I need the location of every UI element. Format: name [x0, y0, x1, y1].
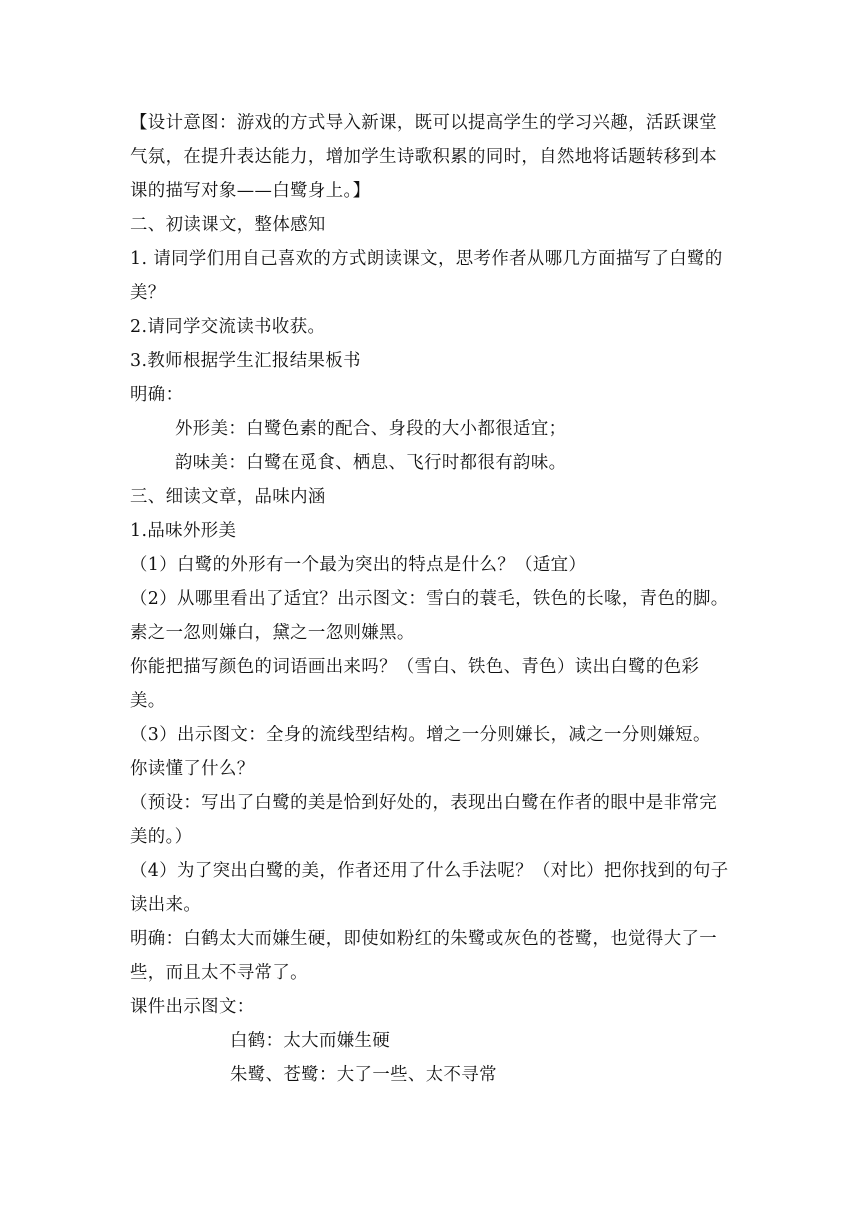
question-1: （1）白鹭的外形有一个最为突出的特点是什么？（适宜） [130, 555, 587, 575]
slide-line-white-crane: 白鹤：太大而嫌生硬 [230, 1031, 391, 1051]
preset-answer: （预设：写出了白鹭的美是恰到好处的，表现出白鹭在作者的眼中是非常完美的。） [130, 793, 718, 847]
document-body [130, 106, 733, 1092]
board-note-appearance: 外形美：白鹭色素的配合、身段的大小都很适宜； [175, 419, 567, 439]
question-2: （2）从哪里看出了适宜？出示图文：雪白的蓑毛，铁色的长喙，青色的脚。素之一忽则嫌白，黛之一忽则嫌黑。 [130, 589, 729, 643]
slide-label: 课件出示图文： [130, 997, 255, 1017]
step-1-paragraph: 1. 请同学们用自己喜欢的方式朗读课文，思考作者从哪几方面描写了白鹭的美？ [130, 249, 723, 303]
step-2-paragraph: 2.请同学交流读书收获。 [130, 317, 326, 337]
design-intent-paragraph: 【设计意图：游戏的方式导入新课，既可以提高学生的学习兴趣，活跃课堂气氛，在提升表达能力，增加学生诗歌积累的同时，自然地将话题转移到本课的描写对象——白鹭身上。】 [130, 113, 718, 201]
step-3-paragraph: 3.教师根据学生汇报结果板书 [130, 351, 361, 371]
clarification-label: 明确： [130, 385, 184, 405]
understanding-question: 你读懂了什么？ [130, 759, 255, 779]
section-heading-2: 二、初读课文，整体感知 [130, 215, 326, 235]
comparison-clarification: 明确：白鹤太大而嫌生硬，即使如粉红的朱鹭或灰色的苍鹭，也觉得大了一些，而且太不寻常了。 [130, 929, 718, 983]
subsection-heading: 1.品味外形美 [130, 521, 237, 541]
question-3: （3）出示图文：全身的流线型结构。增之一分则嫌长，减之一分则嫌短。 [130, 725, 711, 745]
slide-line-ibis-heron: 朱鹭、苍鹭：大了一些、太不寻常 [230, 1065, 497, 1085]
section-heading-3: 三、细读文章，品味内涵 [130, 487, 326, 507]
color-words-paragraph: 你能把描写颜色的词语画出来吗？（雪白、铁色、青色）读出白鹭的色彩美。 [130, 657, 700, 711]
board-note-charm: 韵味美：白鹭在觅食、栖息、飞行时都很有韵味。 [175, 453, 567, 473]
question-4: （4）为了突出白鹭的美，作者还用了什么手法呢？（对比）把你找到的句子读出来。 [130, 861, 729, 915]
